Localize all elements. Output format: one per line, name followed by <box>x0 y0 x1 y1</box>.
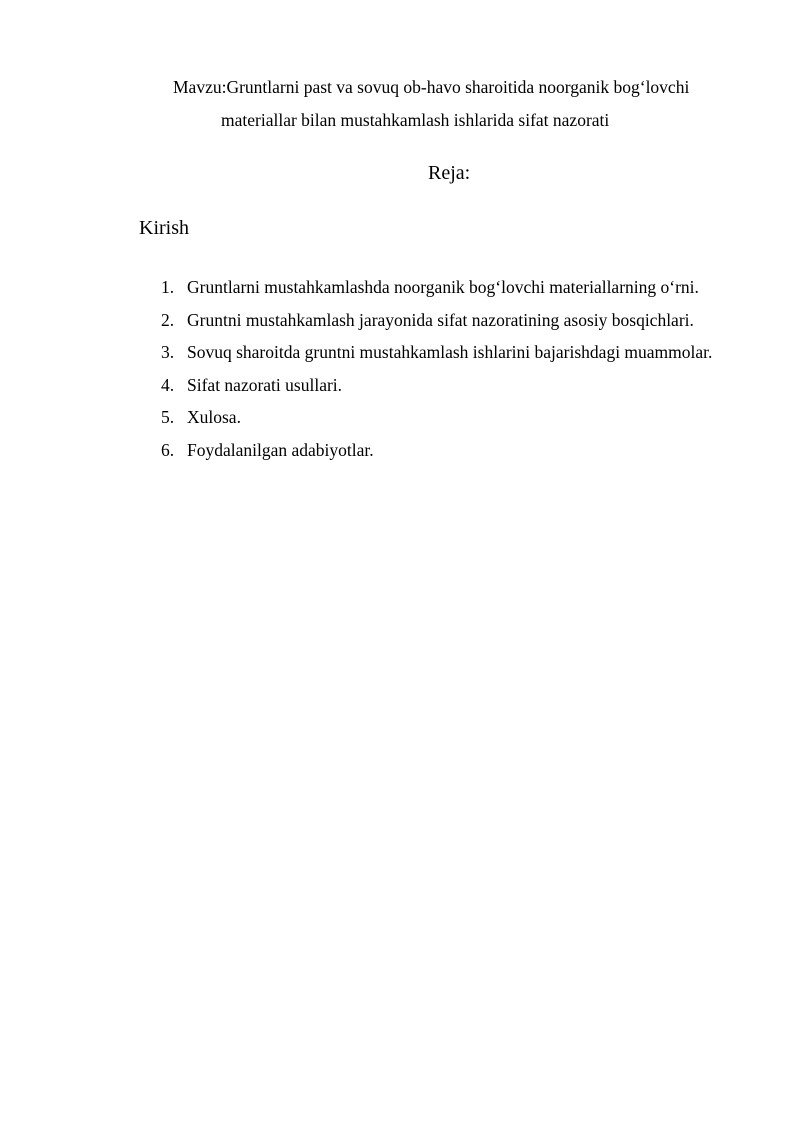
plan-item-text: Gruntni mustahkamlash jarayonida sifat nazoratining asosiy bosqichlari. <box>187 309 694 330</box>
plan-item-text: Xulosa. <box>187 407 241 427</box>
plan-item-6 <box>161 434 742 467</box>
plan-item-number: 6. <box>161 439 175 460</box>
plan-item-text: Gruntlarni mustahkamlashda noorganik bog‘lovchi materiallarning o‘rni. <box>187 277 699 297</box>
plan-item-text: Sovuq sharoitda gruntni mustahkamlash ishlarini bajarishdagi muammolar. <box>187 342 713 362</box>
plan-item-number: 3. <box>161 342 175 362</box>
plan-item-5 <box>161 401 742 434</box>
plan-list <box>161 271 742 466</box>
plan-item-number: 2. <box>161 309 175 330</box>
plan-item-number: 1. <box>161 277 175 297</box>
plan-heading: Reja: <box>428 162 471 184</box>
plan-item-number: 4. <box>161 374 175 395</box>
plan-item-2 <box>161 304 742 337</box>
title-line-1: Mavzu:Gruntlarni past va sovuq ob-havo sharoitida noorganik bog‘lovchi <box>173 77 690 97</box>
plan-item-1 <box>161 271 742 304</box>
plan-item-number: 5. <box>161 407 175 427</box>
title-line-2: materiallar bilan mustahkamlash ishlarida sifat nazorati <box>221 110 610 130</box>
plan-item-text: Sifat nazorati usullari. <box>187 374 343 395</box>
plan-item-text: Foydalanilgan adabiyotlar. <box>187 439 374 460</box>
plan-item-3 <box>161 336 742 369</box>
plan-item-4 <box>161 369 742 402</box>
intro-heading: Kirish <box>139 217 189 239</box>
